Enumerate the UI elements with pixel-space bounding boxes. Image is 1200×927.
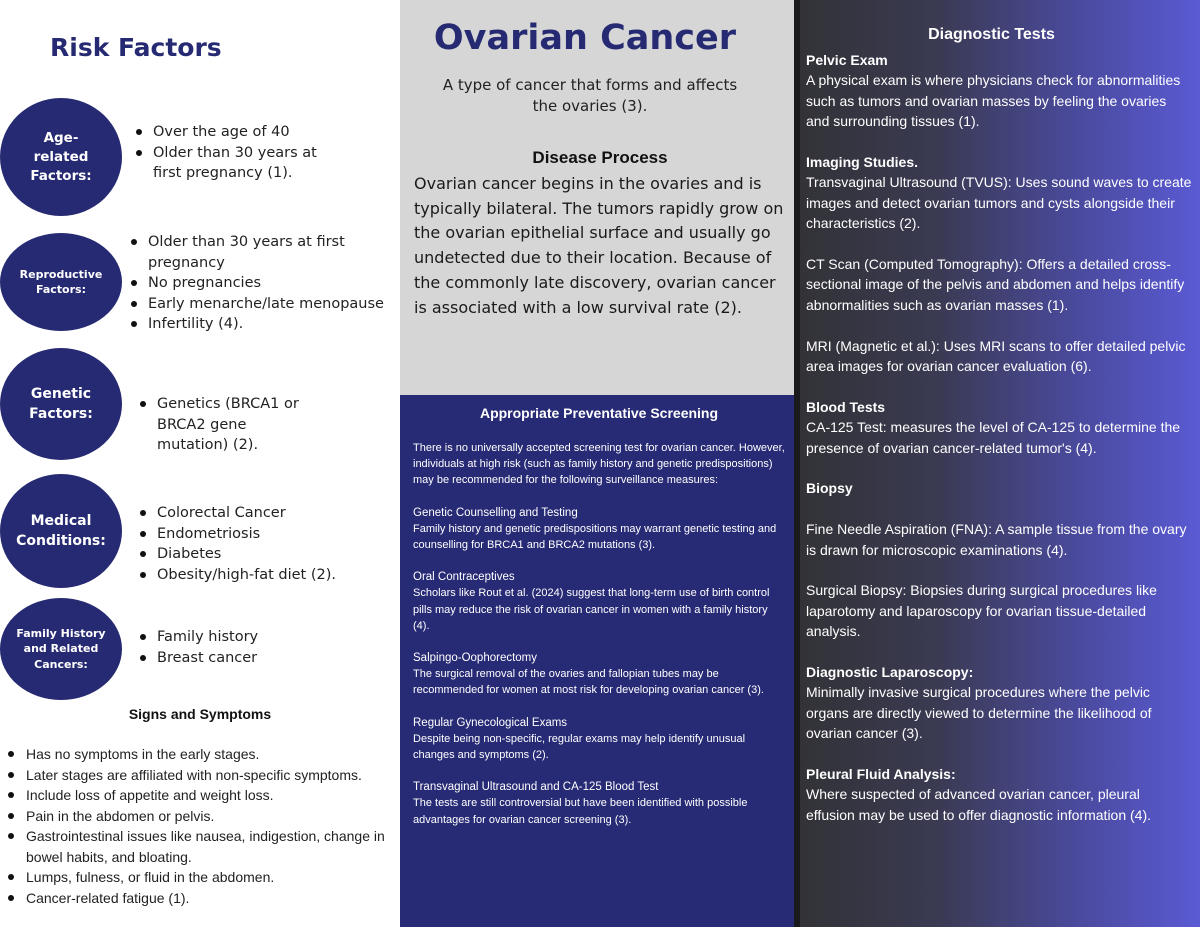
list-item: Breast cancer: [137, 648, 337, 669]
page-subtitle: A type of cancer that forms and affects the ovaries (3).: [442, 76, 738, 115]
circle-label-line: Age-: [43, 129, 79, 146]
pelvic-exam-text: A physical exam is where physicians check for abnormalities such as tumors and ovarian masses by feeling the ovaries and surrounding tissues (1).: [806, 72, 1181, 130]
surgical-biopsy-text: Surgical Biopsy: Biopsies during surgical procedures like laparotomy and laparoscopy for ovarian tissue-detailed analysis.: [806, 582, 1157, 640]
medical-conditions-circle: [0, 474, 122, 588]
pelvic-exam-heading: Pelvic Exam: [806, 52, 888, 68]
screening-item-heading: Salpingo-Oophorectomy: [413, 652, 538, 665]
list-item: Endometriosis: [137, 524, 337, 545]
screening-item-text: Despite being non-specific, regular exams may help identify unusual changes and symptoms (2).: [413, 732, 746, 762]
signs-symptoms-list: [6, 744, 398, 908]
overview-panel: [400, 0, 794, 395]
disease-process-title: Disease Process: [532, 148, 668, 167]
imaging-studies-heading: Imaging Studies.: [806, 154, 919, 171]
list-item: Later stages are affiliated with non-specific symptoms.: [6, 765, 398, 786]
screening-item-text: The surgical removal of the ovaries and fallopian tubes may be recommended for women at most risk for developing ovarian cancer (3).: [413, 668, 764, 697]
mri-text: MRI (Magnetic et al.): Uses MRI scans to offer detailed pelvic area images for ovarian cancer evaluation (6).: [806, 337, 1186, 375]
genetic-circle: [0, 348, 122, 460]
circle-label-line: Cancers:: [34, 657, 88, 671]
circle-label-line: Reproductive: [19, 268, 103, 281]
screening-item: [413, 715, 787, 764]
circle-label-line: and Related: [23, 642, 99, 656]
risk-factors-title: Risk Factors: [50, 33, 222, 62]
disease-process-body: Ovarian cancer begins in the ovaries and is typically bilateral. The tumors rapidly grow on the ovarian epithelial surface and usually go undetected due to their location. Because of the commonly late discovery, ovarian cancer is associated with a low survival rate (2).: [414, 174, 784, 317]
list-item: No pregnancies: [128, 273, 400, 294]
screening-item-heading: Genetic Counselling and Testing: [413, 506, 578, 519]
circle-label-line: Conditions:: [16, 533, 106, 549]
list-item: Family history: [137, 627, 337, 648]
screening-item: [413, 569, 787, 634]
tvus-text: Transvaginal Ultrasound (TVUS): Uses sound waves to create images and detect ovarian tumors and cysts alongside their characteristics (2).: [806, 174, 1192, 232]
diagnostic-tests-body: [806, 50, 1192, 825]
screening-item: [413, 779, 787, 828]
diagnostic-tests-title: Diagnostic Tests: [928, 26, 1055, 43]
screening-body: [413, 440, 787, 844]
list-item: Infertility (4).: [128, 314, 400, 335]
list-item: Early menarche/late menopause: [128, 294, 400, 315]
age-related-list: [133, 122, 333, 184]
column-divider: [794, 0, 800, 927]
screening-item-text: The tests are still controversial but have been identified with possible advantages for ovarian cancer screening (3).: [413, 797, 748, 826]
screening-item-heading: Oral Contraceptives: [413, 571, 515, 584]
list-item: Genetics (BRCA1 or BRCA2 gene mutation) (2).: [137, 394, 317, 456]
list-item: Over the age of 40: [133, 122, 333, 143]
circle-label-line: Factors:: [29, 406, 93, 422]
fna-text: Fine Needle Aspiration (FNA): A sample tissue from the ovary is drawn for microscopic examinations (4).: [806, 521, 1187, 558]
age-related-circle: [0, 98, 122, 216]
list-item: Lumps, fulness, or fluid in the abdomen.: [6, 867, 398, 888]
screening-item: [413, 650, 787, 699]
signs-symptoms-title: Signs and Symptoms: [128, 706, 272, 722]
genetic-list: [137, 394, 317, 456]
circle-label-line: Factors:: [30, 167, 92, 184]
list-item: Older than 30 years at first pregnancy: [128, 232, 400, 273]
screening-item-heading: Transvaginal Ultrasound and CA-125 Blood Test: [413, 781, 659, 794]
screening-item-heading: Regular Gynecological Exams: [413, 716, 568, 729]
list-item: Diabetes: [137, 544, 337, 565]
reproductive-circle: [0, 233, 122, 331]
list-item: Colorectal Cancer: [137, 503, 337, 524]
list-item: Cancer-related fatigue (1).: [6, 888, 398, 909]
screening-item: [413, 505, 787, 554]
list-item: Obesity/high-fat diet (2).: [137, 565, 337, 586]
laparoscopy-heading: Diagnostic Laparoscopy:: [806, 664, 974, 681]
blood-tests-heading: Blood Tests: [806, 398, 886, 415]
laparoscopy-text: Minimally invasive surgical procedures where the pelvic organs are directly viewed to determine the likelihood of ovarian cancer (3).: [806, 684, 1152, 742]
list-item: Pain in the abdomen or pelvis.: [6, 806, 398, 827]
circle-label-line: Factors:: [35, 283, 86, 296]
screening-item-text: Scholars like Rout et al. (2024) suggest that long-term use of birth control pills may reduce the risk of ovarian cancer in women with a family history (4).: [413, 587, 770, 632]
family-history-list: [137, 627, 337, 668]
circle-label-line: Genetic: [30, 386, 92, 402]
blood-tests-text: CA-125 Test: measures the level of CA-125 to determine the presence of ovarian cancer-related tumor's (4).: [806, 419, 1181, 456]
medical-conditions-list: [137, 503, 337, 585]
biopsy-heading: Biopsy: [806, 480, 853, 497]
circle-label-line: Medical: [30, 513, 92, 529]
reproductive-list: [128, 232, 400, 335]
screening-title: Appropriate Preventative Screening: [479, 405, 719, 421]
list-item: Gastrointestinal issues like nausea, indigestion, change in bowel habits, and bloating.: [6, 826, 398, 867]
screening-item-text: Family history and genetic predispositions may warrant genetic testing and counselling for BRCA1 and BRCA2 mutations (3).: [413, 522, 777, 552]
risk-factors-column: [0, 0, 400, 927]
diagnostic-tests-panel: [794, 0, 1200, 927]
list-item: Has no symptoms in the early stages.: [6, 744, 398, 765]
circle-label-line: related: [33, 148, 89, 165]
pleural-fluid-text: Where suspected of advanced ovarian cancer, pleural effusion may be used to offer diagnostic information (4).: [806, 786, 1152, 823]
screening-intro: There is no universally accepted screening test for ovarian cancer. However, individuals at high risk (such as family history and genetic predispositions) may be recommended for the following surveillance measures:: [413, 442, 785, 487]
ct-scan-text: CT Scan (Computed Tomography): Offers a detailed cross-sectional image of the pelvis and abdomen and helps identify abnormalities such as ovarian masses (1).: [806, 256, 1185, 313]
screening-panel: [400, 395, 794, 927]
circle-label-line: Family History: [16, 626, 106, 640]
family-history-circle: [0, 598, 122, 700]
page-title: Ovarian Cancer: [433, 18, 737, 58]
list-item: Include loss of appetite and weight loss.: [6, 785, 398, 806]
list-item: Older than 30 years at first pregnancy (1).: [133, 143, 333, 184]
pleural-fluid-heading: Pleural Fluid Analysis:: [806, 766, 956, 783]
